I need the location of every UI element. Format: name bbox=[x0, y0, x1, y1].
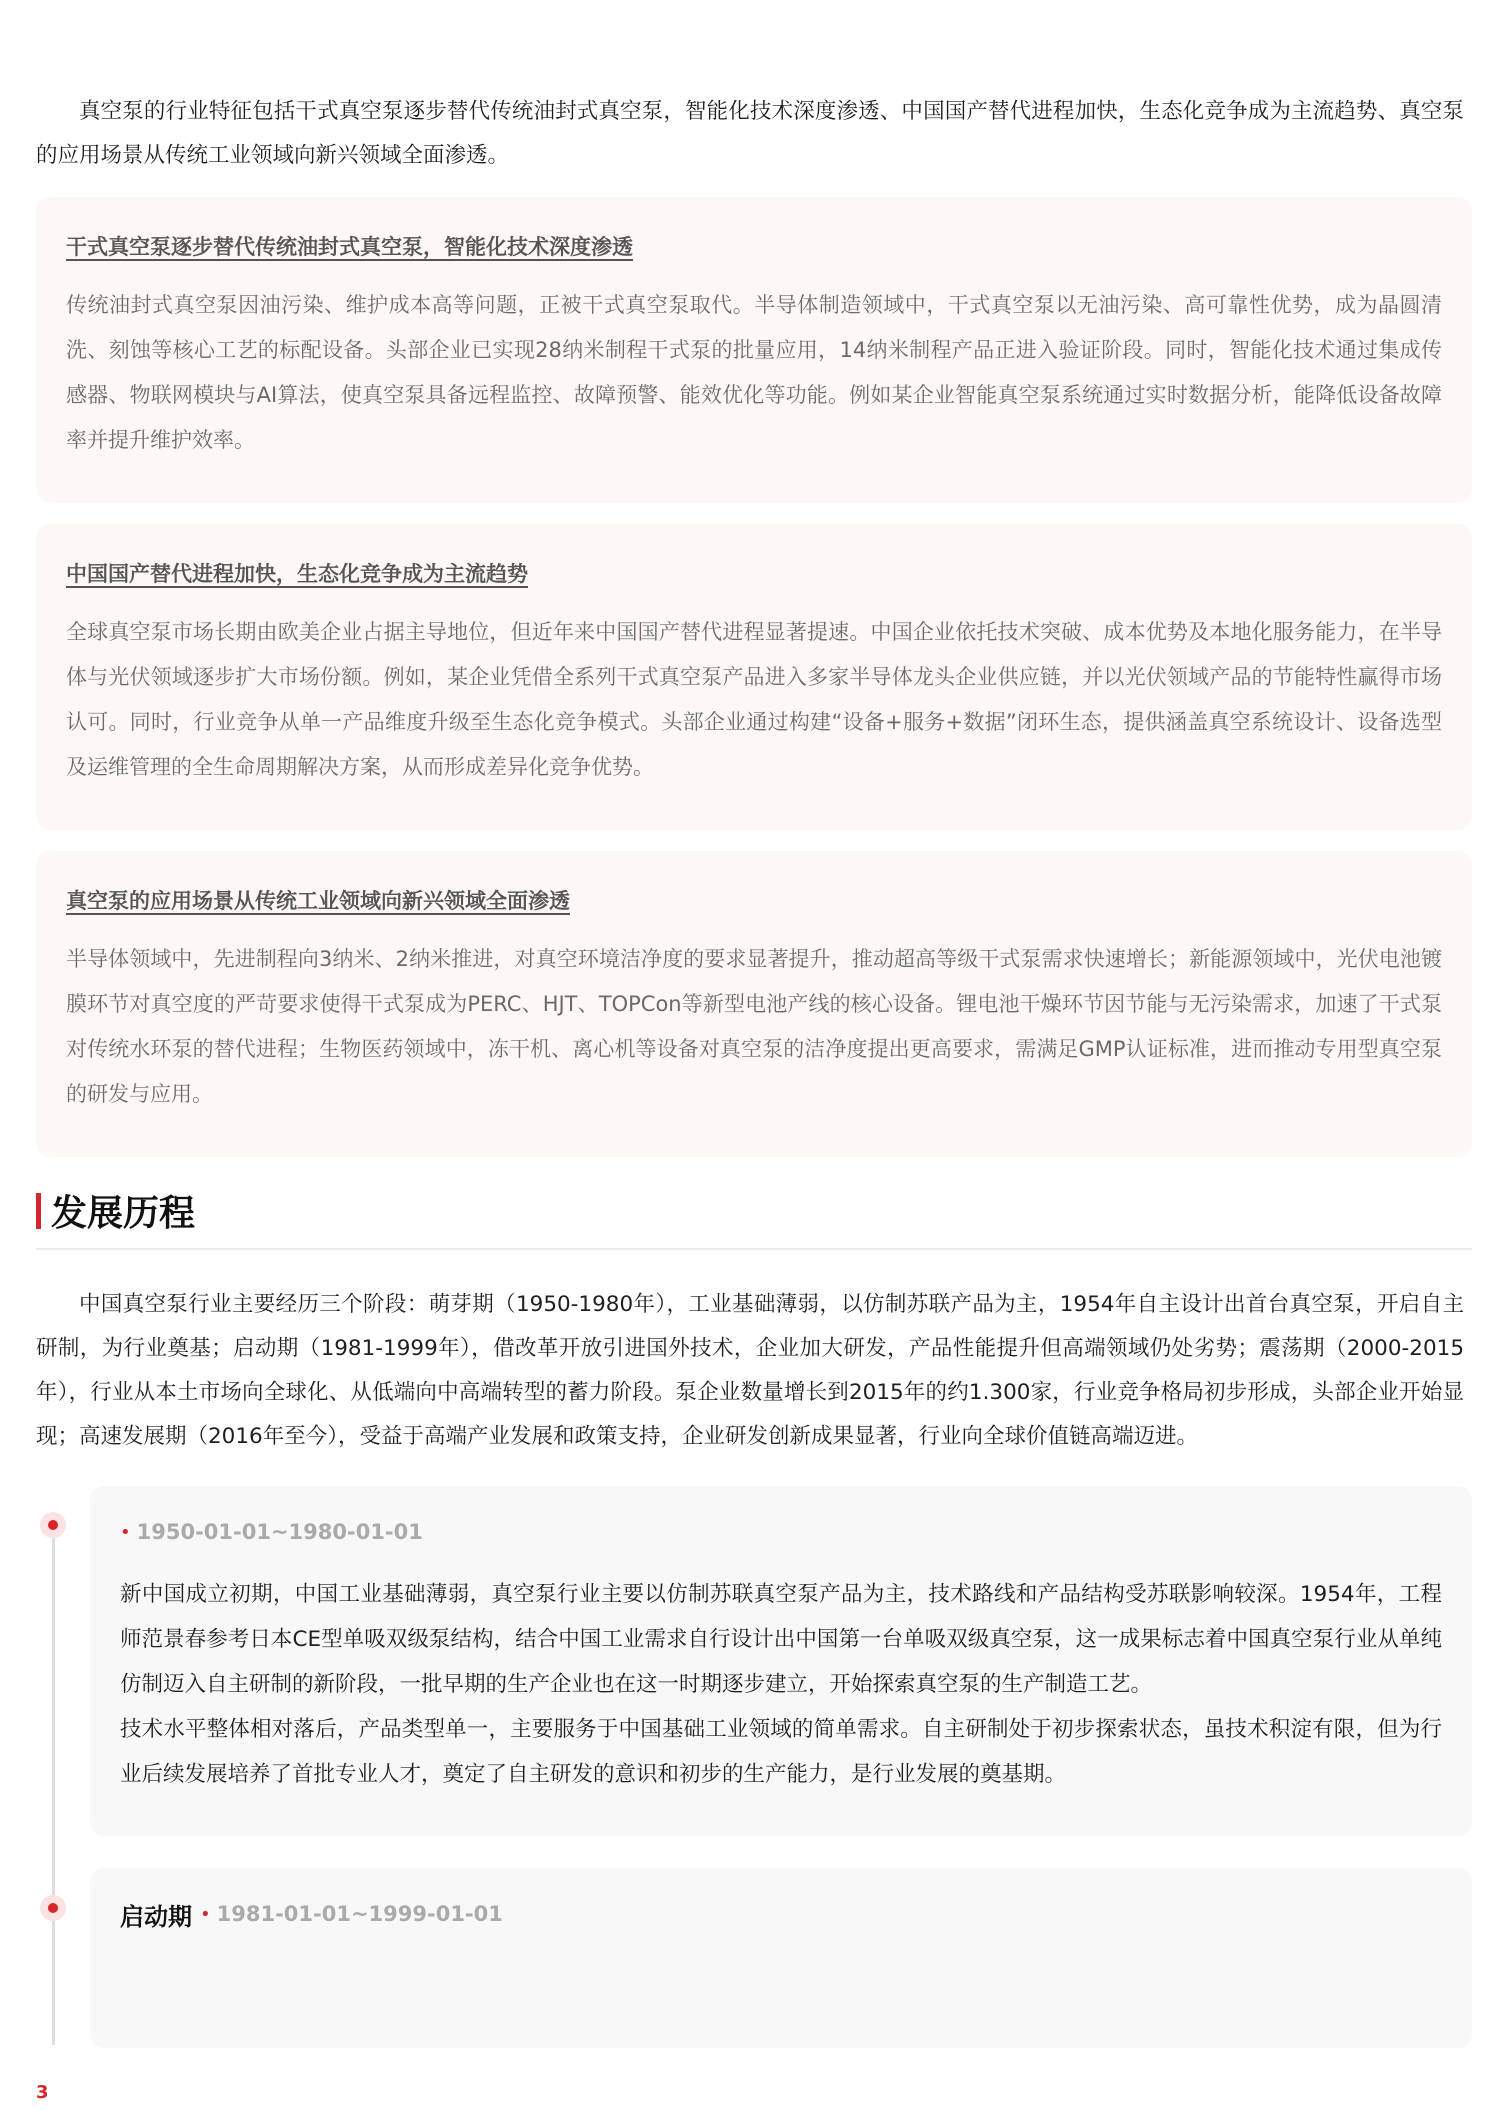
timeline-card-2 bbox=[90, 1868, 1472, 2048]
timeline-text: 新中国成立初期，中国工业基础薄弱，真空泵行业主要以仿制苏联真空泵产品为主，技术路线和产品结构受苏联影响较深。1954年，工程师范景春参考日本CE型单吸双级泵结构，结合中国工业需求自行设计出中国第一台单吸双级真空泵，这一成果标志着中国真空泵行业从单纯仿制迈入自主研制的新阶段，一批早期的生产企业也在这一时期逐步建立，开始探索真空泵的生产制造工艺。 bbox=[120, 1582, 1442, 1697]
bullet-icon: • bbox=[200, 1903, 211, 1925]
bullet-icon: • bbox=[120, 1521, 131, 1543]
intro-paragraph: 真空泵的行业特征包括干式真空泵逐步替代传统油封式真空泵，智能化技术深度渗透、中国国产替代进程加快，生态化竞争成为主流趋势、真空泵的应用场景从传统工业领域向新兴领域全面渗透。 bbox=[36, 99, 1464, 168]
timeline-stage: 启动期 bbox=[120, 1902, 192, 1931]
trend-card-3 bbox=[36, 851, 1472, 1157]
timeline-card-1 bbox=[90, 1486, 1472, 1836]
trend-card-text: 传统油封式真空泵因油污染、维护成本高等问题，正被干式真空泵取代。半导体制造领域中，干式真空泵以无油污染、高可靠性优势，成为晶圆清洗、刻蚀等核心工艺的标配设备。头部企业已实现28纳米制程干式泵的批量应用，14纳米制程产品正进入验证阶段。同时，智能化技术通过集成传感器、物联网模块与AI算法，使真空泵具备远程监控、故障预警、能效优化等功能。例如某企业智能真空泵系统通过实时数据分析，能降低设备故障率并提升维护效率。 bbox=[66, 293, 1442, 452]
trend-card-title: 中国国产替代进程加快，生态化竞争成为主流趋势 bbox=[66, 562, 528, 586]
section-heading bbox=[36, 1185, 195, 1236]
trend-card-title: 真空泵的应用场景从传统工业领域向新兴领域全面渗透 bbox=[66, 889, 570, 913]
section-accent-bar bbox=[36, 1193, 41, 1229]
timeline-dot-icon bbox=[40, 1512, 66, 1538]
timeline-text: 技术水平整体相对落后，产品类型单一，主要服务于中国基础工业领域的简单需求。自主研制处于初步探索状态，虽技术积淀有限，但为行业后续发展培养了首批专业人才，奠定了自主研发的意识和初步的生产能力，是行业发展的奠基期。 bbox=[120, 1717, 1442, 1787]
section-divider bbox=[36, 1248, 1472, 1250]
timeline-date: 1981-01-01~1999-01-01 bbox=[216, 1902, 503, 1926]
timeline-card-header bbox=[120, 1514, 1442, 1550]
section-title: 发展历程 bbox=[51, 1193, 196, 1234]
trend-card-1 bbox=[36, 197, 1472, 503]
page-number: 3 bbox=[36, 2082, 49, 2103]
timeline-date: 1950-01-01~1980-01-01 bbox=[136, 1520, 423, 1544]
trend-card-2 bbox=[36, 524, 1472, 830]
timeline-card-header bbox=[120, 1896, 1442, 1932]
history-intro-paragraph: 中国真空泵行业主要经历三个阶段：萌芽期（1950-1980年），工业基础薄弱，以仿制苏联产品为主，1954年自主设计出首台真空泵，开启自主研制，为行业奠基；启动期（1981-1999年），借改革开放引进国外技术，企业加大研发，产品性能提升但高端领域仍处劣势；震荡期（2000-2015年），行业从本土市场向全球化、从低端向中高端转型的蓄力阶段。泵企业数量增长到2015年的约1.300家，行业竞争格局初步形成，头部企业开始显现；高速发展期（2016年至今），受益于高端产业发展和政策支持，企业研发创新成果显著，行业向全球价值链高端迈进。 bbox=[36, 1292, 1464, 1449]
timeline-dot-icon bbox=[40, 1895, 66, 1921]
trend-card-text: 全球真空泵市场长期由欧美企业占据主导地位，但近年来中国国产替代进程显著提速。中国企业依托技术突破、成本优势及本地化服务能力，在半导体与光伏领域逐步扩大市场份额。例如，某企业凭借全系列干式真空泵产品进入多家半导体龙头企业供应链，并以光伏领域产品的节能特性赢得市场认可。同时，行业竞争从单一产品维度升级至生态化竞争模式。头部企业通过构建“设备+服务+数据”闭环生态，提供涵盖真空系统设计、设备选型及运维管理的全生命周期解决方案，从而形成差异化竞争优势。 bbox=[66, 620, 1442, 779]
timeline-line bbox=[52, 1520, 55, 2045]
trend-card-text: 半导体领域中，先进制程向3纳米、2纳米推进，对真空环境洁净度的要求显著提升，推动超高等级干式泵需求快速增长；新能源领域中，光伏电池镀膜环节对真空度的严苛要求使得干式泵成为PERC、HJT、TOPCon等新型电池产线的核心设备。锂电池干燥环节因节能与无污染需求，加速了干式泵对传统水环泵的替代进程；生物医药领域中，冻干机、离心机等设备对真空泵的洁净度提出更高要求，需满足GMP认证标准，进而推动专用型真空泵的研发与应用。 bbox=[66, 947, 1442, 1106]
trend-card-title: 干式真空泵逐步替代传统油封式真空泵，智能化技术深度渗透 bbox=[66, 235, 633, 259]
